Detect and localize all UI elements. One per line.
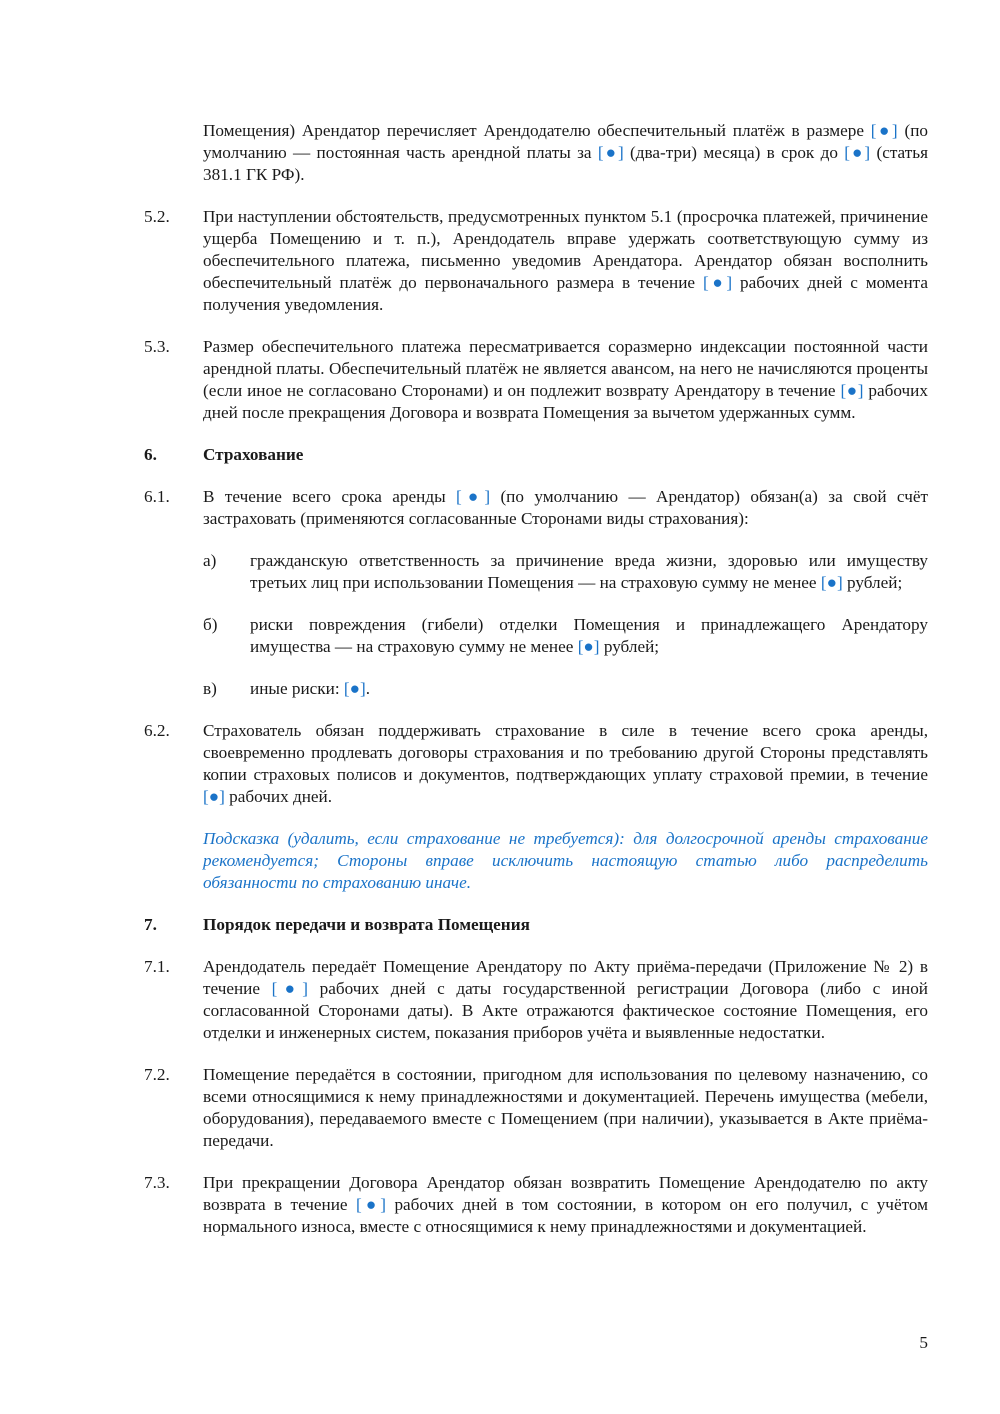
text-run: При наступлении обстоятельств, предусмотренных пунктом 5.1 (просрочка платежей, причинение ущерба Помещению и т. п.), Арендодатель вправе удержать соответствующую сумму из обеспечительного платежа, письменно уведомив Арендатора. Арендатор обязан восполнить обеспечительный платёж до первоначального размера в течение [203, 207, 928, 292]
subclause-text [250, 614, 928, 658]
clause-7-1 [144, 956, 928, 1044]
subclause-letter: а) [203, 551, 217, 570]
placeholder-marker: [●] [703, 273, 733, 292]
text-run: В течение всего срока аренды [203, 487, 457, 506]
subclause-letter: в) [203, 679, 217, 698]
subclause-letter: б) [203, 615, 218, 634]
subclause-b [144, 614, 928, 658]
text-run: Страхователь обязан поддерживать страхование в силе в течение всего срока аренды, своевременно продлевать договоры страхования и по требованию другой Стороны представлять копии страховых полисов и документов, подтверждающих уплату страховой премии, в течение [203, 721, 928, 784]
section-heading-6 [144, 444, 928, 466]
text-run: рабочих дней в том состоянии, в котором он его получил, с учётом нормального износа, вместе с относящимися к нему принадлежностями и документацией. [203, 1195, 929, 1236]
text-run: рублей; [599, 637, 660, 656]
clause-number: 7.1. [144, 957, 170, 976]
placeholder-marker: [●] [870, 121, 898, 140]
clause-text [203, 1172, 928, 1238]
text-run: (статья 381.1 ГК РФ). [203, 143, 928, 184]
clause-7-3 [144, 1172, 928, 1238]
placeholder-marker: [●] [355, 1195, 387, 1214]
placeholder-marker: [●] [456, 487, 491, 506]
section-number: 7. [144, 915, 157, 934]
text-run: иные риски: [250, 679, 344, 698]
placeholder-marker: [●] [343, 679, 366, 698]
clause-7-2 [144, 1064, 928, 1152]
drafting-hint [144, 828, 928, 894]
page-number: 5 [919, 1333, 928, 1352]
placeholder-marker: [●] [820, 573, 843, 592]
clause-text [203, 956, 928, 1044]
clause-text [203, 336, 928, 424]
text-run: риски повреждения (гибели) отделки Помещения и принадлежащего Арендатору имущества — на страховую сумму не менее [250, 615, 928, 656]
paragraph-5-1-continuation [144, 120, 928, 186]
page-content [144, 120, 928, 1238]
section-number: 6. [144, 445, 157, 464]
paragraph-text [203, 120, 928, 186]
clause-5-2 [144, 206, 928, 316]
clause-number: 5.3. [144, 337, 170, 356]
text-run: рабочих дней с момента получения уведомления. [203, 273, 928, 314]
hint-text: Подсказка (удалить, если страхование не требуется): для долгосрочной аренды страхование рекомендуется; Стороны вправе исключить настоящую статью либо распределить обязанности по страхованию иначе. [203, 829, 928, 892]
clause-text: Помещение передаётся в состоянии, пригодном для использования по целевому назначению, со всеми относящимися к нему принадлежностями и документацией. Перечень имущества (мебели, оборудования), передаваемого вместе с Помещением (при наличии), указывается в Акте приёма-передачи. [203, 1065, 928, 1150]
section-title: Страхование [203, 445, 304, 464]
subclause-a [144, 550, 928, 594]
clause-6-1 [144, 486, 928, 530]
text-run: рабочих дней с даты государственной регистрации Договора (либо с иной согласованной Сторонами даты). В Акте отражаются фактическое состояние Помещения, его отделки и инженерных систем, показания приборов учёта и выявленные недостатки. [203, 979, 928, 1042]
text-run: рабочих дней. [224, 787, 333, 806]
placeholder-marker: [●] [577, 637, 600, 656]
clause-number: 7.2. [144, 1065, 170, 1084]
text-run: . [365, 679, 371, 698]
clause-5-3 [144, 336, 928, 424]
text-run: (два-три) месяца) в срок до [623, 143, 845, 162]
text-run: Размер обеспечительного платежа пересматривается соразмерно индексации постоянной части арендной платы. Обеспечительный платёж не является авансом, на него не начисляются проценты (если иное не согласовано Сторонами) и он подлежит возврату Арендатору в течение [203, 337, 928, 400]
text-run: рублей; [842, 573, 903, 592]
clause-number: 6.1. [144, 487, 170, 506]
clause-6-2 [144, 720, 928, 808]
placeholder-marker: [●] [840, 381, 864, 400]
clause-text [203, 486, 928, 530]
placeholder-marker: [●] [844, 143, 871, 162]
placeholder-marker: [●] [271, 979, 309, 998]
section-heading-7 [144, 914, 928, 936]
text-run: рабочих дней после прекращения Договора и возврата Помещения за вычетом удержанных сумм. [203, 381, 928, 422]
clause-number: 5.2. [144, 207, 170, 226]
clause-text [203, 206, 928, 316]
text-run: гражданскую ответственность за причинение вреда жизни, здоровью или имуществу третьих лиц при использовании Помещения — на страховую сумму не менее [250, 551, 928, 592]
placeholder-marker: [●] [203, 787, 225, 806]
text-run: Помещения) Арендатор перечисляет Арендодателю обеспечительный платёж в размере [203, 121, 871, 140]
clause-number: 7.3. [144, 1173, 170, 1192]
subclause-text [250, 678, 928, 700]
text-run: При прекращении Договора Арендатор обязан возвратить Помещение Арендодателю по акту возврата в течение [203, 1173, 928, 1214]
text-run: (по умолчанию — постоянная часть арендной платы за [203, 121, 928, 162]
clause-number: 6.2. [144, 721, 170, 740]
section-title: Порядок передачи и возврата Помещения [203, 915, 530, 934]
text-run: Арендодатель передаёт Помещение Арендатору по Акту приёма-передачи (Приложение № 2) в течение [203, 957, 928, 998]
clause-text [203, 720, 928, 808]
subclause-c [144, 678, 928, 700]
subclause-text [250, 550, 928, 594]
text-run: (по умолчанию — Арендатор) обязан(а) за свой счёт застраховать (применяются согласованные Сторонами виды страхования): [203, 487, 928, 528]
placeholder-marker: [●] [597, 143, 624, 162]
